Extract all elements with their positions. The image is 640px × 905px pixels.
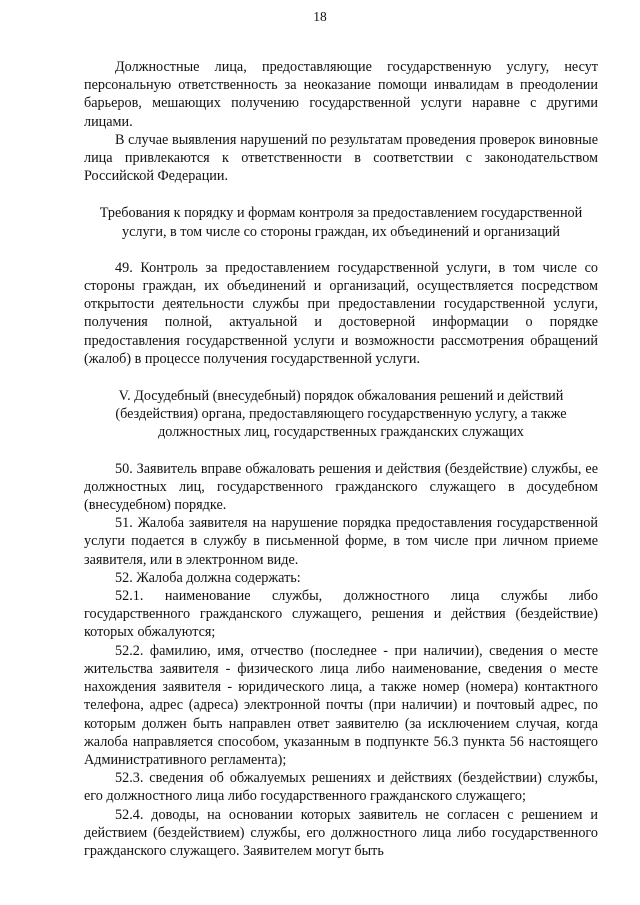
paragraph-51: 51. Жалоба заявителя на нарушение порядка предоставления государственной услуги подается в службу в письменной форме, в том числе при личном приеме заявителя, или в электронном виде. (84, 515, 598, 568)
heading-section-v: V. Досудебный (внесудебный) порядок обжалования решений и действий (бездействия) органа, предоставляющего государственную услугу, а также должностных лиц, государственных гражданских служащих (115, 388, 567, 441)
paragraph-52-4: 52.4. доводы, на основании которых заявитель не согласен с решением и действием (бездействием) службы, его должностного лица либо государственного гражданского служащего. Заявителем могут быть (84, 806, 598, 859)
paragraph-52-3: 52.3. сведения об обжалуемых решениях и действиях (бездействии) службы, его должностного лица либо государственного гражданского служащего; (84, 770, 598, 805)
paragraph-violations: В случае выявления нарушений по результатам проведения проверок виновные лица привлекаются к ответственности в соответствии с законодательством Российской Федерации. (84, 131, 598, 185)
page-number: 18 (313, 9, 327, 24)
heading-control-requirements: Требования к порядку и формам контроля за предоставлением государственной услуги, в том числе со стороны граждан, их объединений и организаций (99, 205, 583, 240)
document-body (84, 58, 598, 860)
paragraph-52-1: 52.1. наименование службы, должностного лица службы либо государственного гражданского служащего, решения и действия (бездействие) которых обжалуются; (84, 588, 598, 641)
paragraph-52-2: 52.2. фамилию, имя, отчество (последнее - при наличии), сведения о месте жительства заявителя - физического лица либо наименование, сведения о месте нахождения заявителя - юридического лица, а также номер (номера) контактного телефона, адрес (адреса) электронной почты (при наличии) и почтовый адрес, по которым должен быть направлен ответ заявителю (за исключением случая, когда жалоба направляется способом, указанным в подпункте 56.3 пункта 56 настоящего Административного регламента); (84, 642, 598, 768)
paragraph-49: 49. Контроль за предоставлением государственной услуги, в том числе со стороны граждан, их объединений и организаций, осуществляется посредством открытости деятельности службы при предоставлении государственной услуги, получения полной, актуальной и достоверной информации о порядке предоставления государственной услуги и возможности рассмотрения обращений (жалоб) в процессе получения государственной услуги. (84, 259, 598, 367)
paragraph-50: 50. Заявитель вправе обжаловать решения и действия (бездействие) службы, ее должностных лиц, государственного гражданского служащего в досудебном (внесудебном) порядке. (84, 460, 598, 514)
paragraph-52: 52. Жалоба должна содержать: (115, 569, 301, 586)
paragraph-officials-responsibility: Должностные лица, предоставляющие государственную услугу, несут персональную ответственность за неоказание помощи инвалидам в преодолении барьеров, мешающих получению государственной услуги наравне с другими лицами. (84, 59, 598, 130)
